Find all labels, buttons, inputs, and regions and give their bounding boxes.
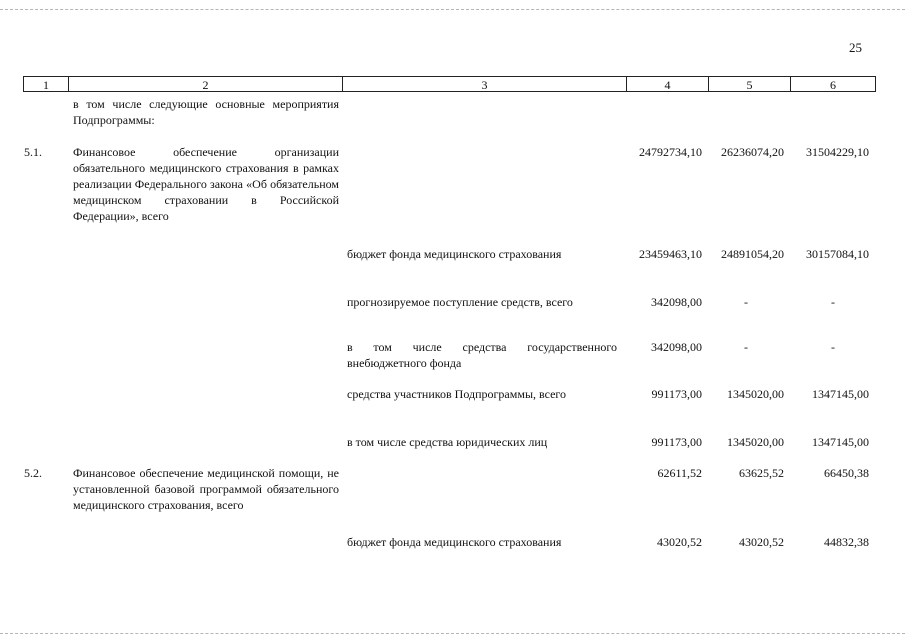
subrow-label: бюджет фонда медицинского страхования bbox=[347, 535, 562, 549]
subrow-label: бюджет фонда медицинского страхования bbox=[347, 247, 562, 261]
value-col-4: 23459463,10 bbox=[639, 247, 702, 261]
scan-border-top bbox=[0, 9, 905, 10]
row-title: Финансовое обеспечение организации обязательного медицинского страхования в рамках реализации Федерального закона «Об обязательном медицинском страховании в Российской Федерации», всего bbox=[73, 145, 339, 223]
value-col-6: 1347145,00 bbox=[812, 387, 869, 401]
value-col-4: 43020,52 bbox=[657, 535, 702, 549]
value-col-6: - bbox=[831, 295, 835, 309]
value-col-6: 44832,38 bbox=[824, 535, 869, 549]
value-col-5: 1345020,00 bbox=[727, 387, 784, 401]
value-col-5: - bbox=[744, 295, 748, 309]
header-col-6: 6 bbox=[790, 76, 876, 92]
intro-text: в том числе следующие основные мероприятия Подпрограммы: bbox=[73, 97, 339, 127]
value-col-5: 26236074,20 bbox=[721, 145, 784, 159]
value-col-4: 991173,00 bbox=[651, 435, 702, 449]
header-col-1: 1 bbox=[23, 76, 68, 92]
value-col-6: - bbox=[831, 340, 835, 354]
subrow-label: в том числе средства государственного внебюджетного фонда bbox=[347, 340, 617, 370]
page-number: 25 bbox=[849, 40, 862, 55]
value-col-5: - bbox=[744, 340, 748, 354]
row-number: 5.1. bbox=[24, 145, 42, 159]
value-col-5: 24891054,20 bbox=[721, 247, 784, 261]
header-col-3: 3 bbox=[342, 76, 626, 92]
value-col-5: 1345020,00 bbox=[727, 435, 784, 449]
subrow-label: прогнозируемое поступление средств, всего bbox=[347, 295, 573, 309]
header-col-5: 5 bbox=[708, 76, 790, 92]
value-col-4: 991173,00 bbox=[651, 387, 702, 401]
value-col-5: 63625,52 bbox=[739, 466, 784, 480]
row-number: 5.2. bbox=[24, 466, 42, 480]
value-col-4: 24792734,10 bbox=[639, 145, 702, 159]
value-col-5: 43020,52 bbox=[739, 535, 784, 549]
subrow-label: в том числе средства юридических лиц bbox=[347, 435, 548, 449]
subrow-label: средства участников Подпрограммы, всего bbox=[347, 387, 567, 401]
value-col-6: 66450,38 bbox=[824, 466, 869, 480]
value-col-4: 342098,00 bbox=[651, 340, 702, 354]
scan-border-bottom bbox=[0, 633, 905, 634]
value-col-4: 62611,52 bbox=[657, 466, 702, 480]
row-title: Финансовое обеспечение медицинской помощи, не установленной базовой программой обязательного медицинского страхования, всего bbox=[73, 466, 339, 512]
header-col-2: 2 bbox=[68, 76, 342, 92]
value-col-4: 342098,00 bbox=[651, 295, 702, 309]
value-col-6: 30157084,10 bbox=[806, 247, 869, 261]
value-col-6: 1347145,00 bbox=[812, 435, 869, 449]
value-col-6: 31504229,10 bbox=[806, 145, 869, 159]
header-col-4: 4 bbox=[626, 76, 708, 92]
